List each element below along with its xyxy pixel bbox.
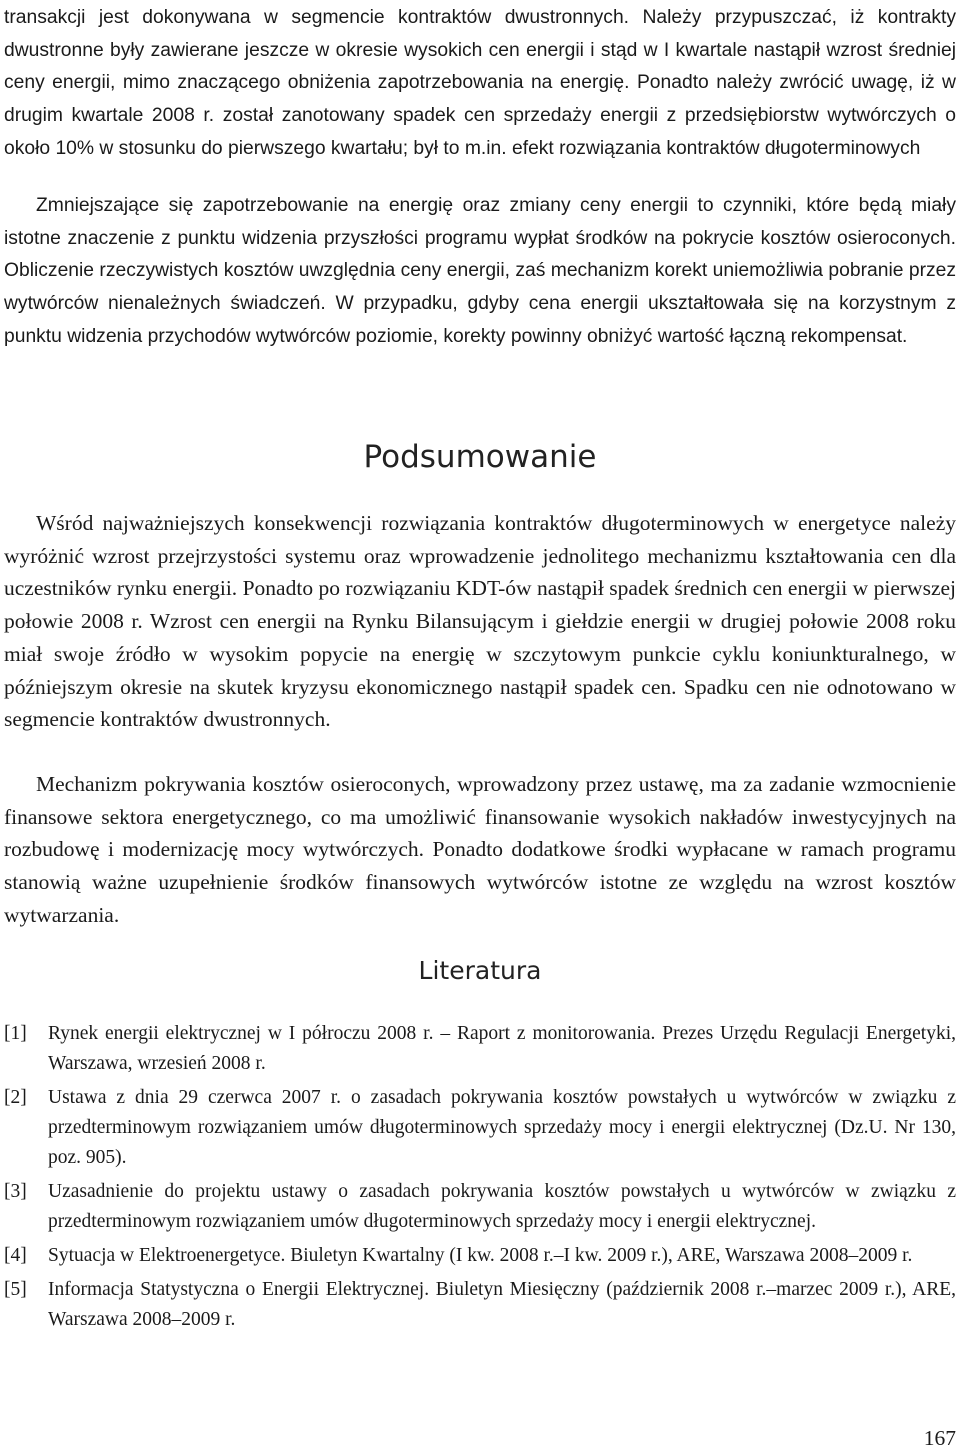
reference-item — [4, 1083, 956, 1173]
reference-text: Rynek energii elektrycznej w I półroczu 2008 r. – Raport z monitorowania. Prezes Urzędu Regulacji Energetyki, Warszawa, wrzesień 2008 r. — [48, 1023, 956, 1074]
reference-number: [4] — [4, 1245, 27, 1266]
reference-item — [4, 1177, 956, 1237]
reference-text: Sytuacja w Elektroenergetyce. Biuletyn Kwartalny (I kw. 2008 r.–I kw. 2009 r.), ARE, Warszawa 2008–2009 r. — [48, 1245, 913, 1266]
summary-paragraph-1: Wśród najważniejszych konsekwencji rozwiązania kontraktów długoterminowych w energetyce należy wyróżnić wzrost przejrzystości systemu oraz wprowadzenie jednolitego mechanizmu kształtowania cen dla uczestników rynku energii. Ponadto po rozwiązaniu KDT-ów nastąpił spadek średnich cen energii w pierwszej połowie 2008 r. Wzrost cen energii na Rynku Bilansującym i giełdzie energii w drugiej połowie 2008 roku miał swoje źródło w wysokim popycie na energię w szczytowym punkcie cyklu koniunkturalnego, w późniejszym okresie na skutek kryzysu ekonomicznego nastąpił spadek cen. Spadku cen nie odnotowano w segmencie kontraktów dwustronnych. — [4, 511, 956, 732]
reference-number: [1] — [4, 1023, 27, 1044]
summary-heading: Podsumowanie — [363, 439, 597, 475]
reference-list — [4, 1019, 956, 1339]
opening-paragraph: transakcji jest dokonywana w segmencie kontraktów dwustronnych. Należy przypuszczać, iż kontrakty dwustronne były zawierane jeszcze w okresie wysokich cen energii i stąd w I kwartale nastąpił wzrost średniej ceny energii, mimo znaczącego obniżenia zapotrzebowania na energię. Ponadto należy zwrócić uwagę, iż w drugim kwartale 2008 r. został zanotowany spadek cen sprzedaży energii z przedsiębiorstw wytwórczych o około 10% w stosunku do pierwszego kwartału; był to m.in. efekt rozwiązania kontraktów długoterminowych — [4, 7, 956, 159]
reference-number: [5] — [4, 1279, 27, 1300]
reference-text: Uzasadnienie do projektu ustawy o zasadach pokrywania kosztów powstałych u wytwórców w związku z przedterminowym rozwiązaniem umów długoterminowych sprzedaży mocy i energii elektrycznej. — [48, 1181, 956, 1232]
costs-paragraph: Zmniejszające się zapotrzebowanie na energię oraz zmiany ceny energii to czynniki, które będą miały istotne znaczenie z punktu widzenia przyszłości programu wypłat środków na pokrycie kosztów osieroconych. Obliczenie rzeczywistych kosztów uwzględnia ceny energii, zaś mechanizm korekt uniemożliwia pobranie przez wytwórców nienależnych świadczeń. W przypadku, gdyby cena energii ukształtowała się na korzystnym z punktu widzenia przychodów wytwórców poziomie, korekty powinny obniżyć wartość łączną rekompensat. — [4, 195, 956, 347]
page-number: 167 — [923, 1426, 956, 1450]
summary-paragraph-2: Mechanizm pokrywania kosztów osieroconych, wprowadzony przez ustawę, ma za zadanie wzmocnienie finansowe sektora energetycznego, co ma umożliwić finansowanie wysokich nakładów inwestycyjnych na rozbudowę i modernizację mocy wytwórczych. Ponadto dodatkowe środki wypłacane w ramach programu stanowią ważne uzupełnienie środków finansowych wytwórców istotne ze względu na wzrost kosztów wytwarzania. — [4, 772, 956, 927]
reference-text: Informacja Statystyczna o Energii Elektrycznej. Biuletyn Miesięczny (październik 2008 r.–marzec 2009 r.), ARE, Warszawa 2008–2009 r. — [48, 1279, 956, 1330]
reference-item — [4, 1241, 956, 1271]
reference-number: [2] — [4, 1087, 27, 1108]
reference-text: Ustawa z dnia 29 czerwca 2007 r. o zasadach pokrywania kosztów powstałych u wytwórców w związku z przedterminowym rozwiązaniem umów długoterminowych sprzedaży mocy i energii elektrycznej (Dz.U. Nr 130, poz. 905). — [48, 1087, 956, 1168]
reference-item — [4, 1019, 956, 1079]
reference-item — [4, 1275, 956, 1335]
literature-heading: Literatura — [418, 956, 542, 985]
reference-number: [3] — [4, 1181, 27, 1202]
